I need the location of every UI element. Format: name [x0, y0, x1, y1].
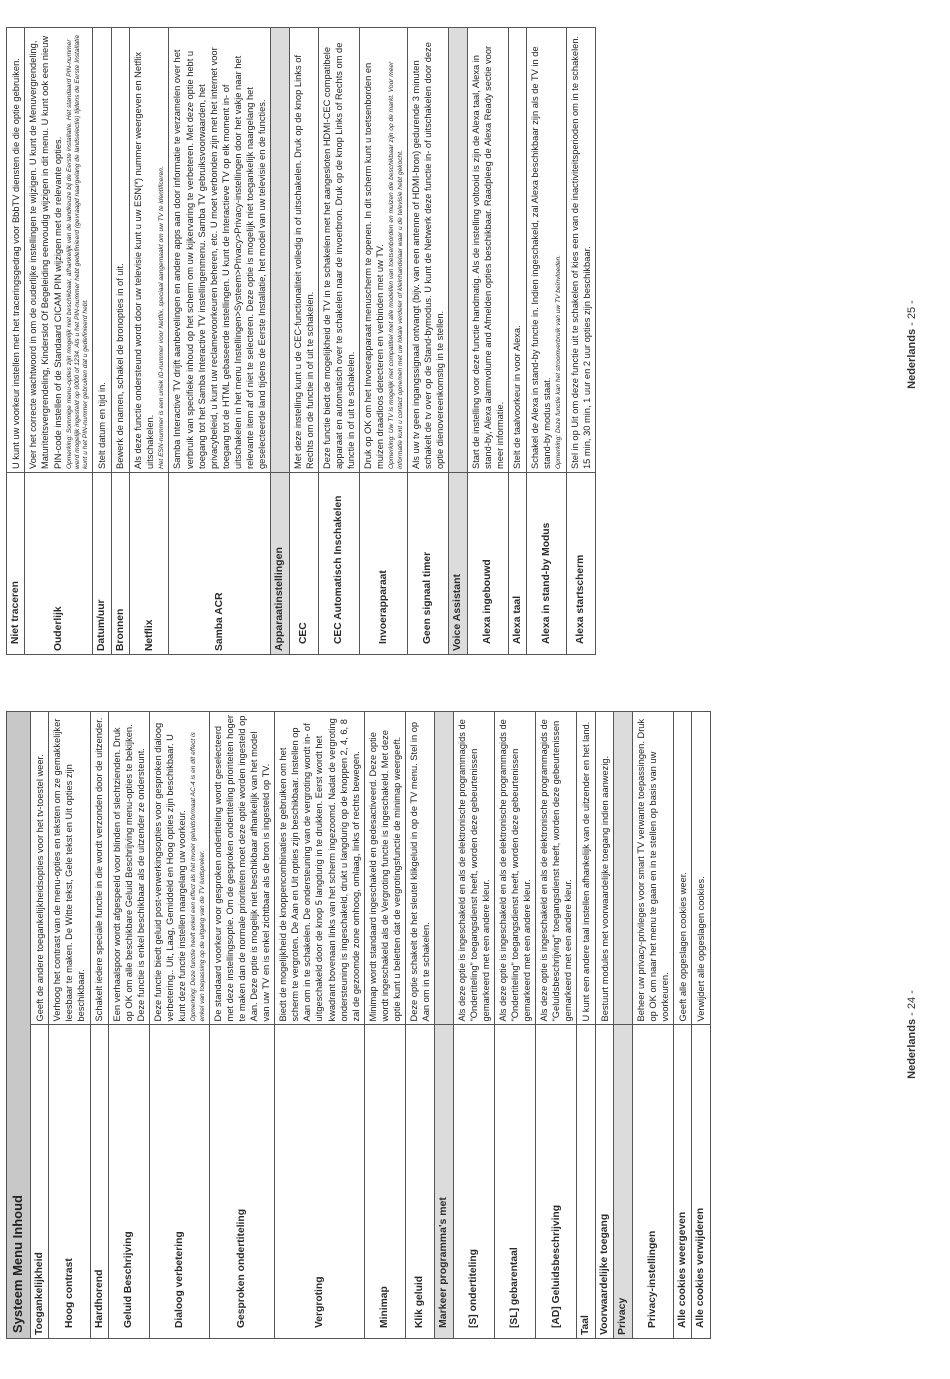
row-desc-text: Schakel de Alexa in stand-by functie in. Indien ingeschakeld, zal Alexa beschikbaar zijn als de TV in de stand-by modus staat. — [530, 46, 553, 469]
row-desc: Beheer uw privacy-privileges voor smart TV verwante toepassingen. Druk op OK om naar het menu te gaan en in te stellen op basis van uw voorkeuren. — [632, 712, 673, 1026]
row-label: Bronnen — [111, 473, 129, 655]
row-desc: Als deze optie is ingeschakeld en als de elektronische programmagids de "Ondertiteling" toegangsdienst heeft, worden deze gebeurtenissen gemarkeerd met een andere kleur. — [453, 712, 494, 1026]
row-desc-text: Druk op OK om het Invoerapparaat menuscherm te openen. In dit scherm kunt u toetsenborden en muizen draadloos detecteren en verbinden met uw TV. — [363, 62, 386, 469]
row-desc — [271, 28, 290, 473]
page-25 — [0, 0, 950, 689]
footer-page-number: - 25 - — [906, 300, 918, 326]
row-label: Datum/uur — [93, 473, 111, 655]
row-label: Privacy — [614, 1025, 633, 1339]
row-desc — [360, 28, 408, 473]
row-note: Opmerking: Deze functie kan het stroomverbruik van uw TV beïnvloeden. — [555, 254, 563, 469]
table-row — [25, 28, 93, 655]
row-desc: Deze optie schakelt de het sleutel klikgeluid in op de TV menu. Stel in op Aan om in te schakelen. — [405, 712, 434, 1026]
row-label: Ouderlijk — [25, 473, 93, 655]
page-footer — [906, 0, 918, 689]
row-label: Privacy-instellingen — [632, 1025, 673, 1339]
row-label: Dialoog verbetering — [150, 1025, 210, 1339]
row-desc: Start de instelling voor deze functie handmatig. Als de instelling voltooid is zijn de Alexa taal, Alexa in stand-by, Alexa alarmvolume and Afmelden opties beschikbaar. Raadpleeg de Alexa Ready sectie voor meer informatie. — [467, 28, 508, 473]
row-label: Alle cookies verwijderen — [692, 1025, 710, 1339]
row-desc-text: Deze functie biedt geluid post-verwerkingsopties voor gesproken dialoog verbetering.. Uit, Laag, Gemiddeld en Hoog opties zijn beschikbaar. U kunt deze functie instellen naargelang uw voorkeur. — [153, 722, 188, 1022]
row-label: Netflix — [130, 473, 169, 655]
row-label: [S] ondertiteling — [453, 1025, 494, 1339]
table-row — [508, 28, 526, 655]
row-label: Alexa startscherm — [566, 473, 595, 655]
row-desc — [25, 28, 93, 473]
row-label: Geen signaal timer — [407, 473, 448, 655]
row-label: Alexa ingebouwd — [467, 473, 508, 655]
row-desc-text: Als deze functie ondersteund wordt door uw televisie kunt u uw ESN(*) nummer weergeven en Netflix uitschakelen. — [133, 51, 156, 469]
page-24 — [0, 690, 950, 1379]
table-row — [360, 28, 408, 655]
row-desc-text: Voer het correcte wachtwoord in om de ouderlijke instellingen te wijzigen. U kunt de Menuvergrendeling, Maturiteitsvergrendeling, Kinderslot Of Begeleiding eenvoudig wijzigen in dit menu. U kunt ook een nieuw PIN-code instellen of de Standaard CICAM PIN wijzigen met de relevante opties. — [28, 35, 63, 469]
table-row — [407, 28, 448, 655]
table-row — [674, 712, 692, 1339]
row-label: Alle cookies weergeven — [674, 1025, 692, 1339]
row-label: Samba ACR — [169, 473, 271, 655]
table-row — [30, 712, 48, 1339]
table-row — [692, 712, 710, 1339]
table-row — [93, 28, 111, 655]
row-desc: Een verhaalspoor wordt afgespeeld voor blinden of slechtzienden. Druk op OK om alle beschikbare Geluid Beschrijving menu-opties te bekijken. Deze functie is enkel beschikbaar als de uitzender ze ondersteunt. — [108, 712, 149, 1026]
row-desc: Als deze optie is ingeschakeld en als de elektronische programmagids de "Ondertiteling" toegangsdienst heeft, worden deze gebeurtenissen gemarkeerd met een andere kleur. — [495, 712, 536, 1026]
row-label: Invoerapparaat — [360, 473, 408, 655]
row-desc: Verhoog het contrast van de menu-opties en teksten om ze gemakkelijker leesbaar te maken. De Witte tekst, Gele tekst en Uit opties zijn beschikbaar. — [49, 712, 90, 1026]
row-desc: Verwijdert alle opgeslagen cookies. — [692, 712, 710, 1026]
row-desc — [130, 28, 169, 473]
row-label: CEC — [289, 473, 318, 655]
table-row — [566, 28, 595, 655]
table-row — [90, 712, 108, 1339]
table-row — [495, 712, 536, 1339]
table-row — [49, 712, 90, 1339]
row-note: Het ESN-nummer is een uniek ID-nummer voor Netflix, speciaal aangemaakt om uw TV te identificeren. — [158, 166, 166, 469]
row-desc: Schakelt iedere speciale functie in die wordt verzonden door de uitzender. — [90, 712, 108, 1026]
row-desc — [150, 712, 210, 1026]
table-row — [364, 712, 405, 1339]
table-row — [209, 712, 274, 1339]
system-menu-table — [6, 711, 711, 1339]
row-label: Gesproken ondertiteling — [209, 1025, 274, 1339]
row-desc: Minimap wordt standaard ingeschakeld en gedesactiveerd. Deze optie wordt ingeschakeld als de Vergroting functie is ingeschakeld. Met deze optie kunt u beletten dat de vergrotingsfunctie de minimap weergeeft. — [364, 712, 405, 1026]
row-desc: Deze functie biedt de mogelijkheid de TV in te schakelen met het aangesloten HDMI-CEC compatibele apparaat en automatisch over te schakelen naar de invoerbron. Druk op de knop Links of Rechts om de functie in of uit te schakelen. — [318, 28, 359, 473]
table-row — [467, 28, 508, 655]
row-label: Niet traceren — [7, 473, 25, 655]
row-desc — [614, 712, 633, 1026]
table-row — [289, 28, 318, 655]
row-label: [SL] gebarentaal — [495, 1025, 536, 1339]
table-row — [536, 712, 577, 1339]
system-menu-table-continued — [6, 27, 596, 655]
row-desc: Bestuurt modules met voorwaardelijke toegang indien aanwezig. — [595, 712, 613, 1026]
footer-page-number: - 24 - — [906, 990, 918, 1016]
row-label: Voorwaardelijke toegang — [595, 1025, 613, 1339]
row-label: Hardhorend — [90, 1025, 108, 1339]
page-footer — [906, 690, 918, 1379]
row-desc: U kunt een andere taal instellen afhankelijk van de uitzender en het land. — [577, 712, 595, 1026]
row-desc: U kunt uw voorkeur instellen met het traceringsgedrag voor BbbTV diensten die die optie gebruiken. — [7, 28, 25, 473]
row-desc: De standaard voorkeur voor gesproken ondertiteling wordt geselecteerd met deze instellingsoptie. Om de gesproken ondertiteling prioriteiten hoger te maken dan de normale prioriteiten moet deze optie worden ingesteld op Aan. Deze optie is mogelijk niet beschikbaar afhankelijk van het model van uw TV en is enkel zichtbaar als de bron is ingesteld op TV. — [209, 712, 274, 1026]
table-row — [453, 712, 494, 1339]
table-row — [271, 28, 290, 655]
table-row — [448, 28, 467, 655]
row-label: Alexa in stand-by Modus — [527, 473, 566, 655]
table-row — [111, 28, 129, 655]
row-desc: Biedt de mogelijkheid de knoppencombinaties te gebruiken om het scherm te vergroten. De Aan en Uit opties zijn beschikbaar. Instellen op Aan om in te schakelen. De ondersteuning van de vergroting wordt in- of uitgeschakeld door de knop 5 langdurig in te drukken. Eerst wordt het kwadrant bovenaan links van het scherm ingezoomd. Nadat de vergroting ondersteuning is ingeschakeld, drukt u langdurig op de knoppen 2, 4, 6, 8 zal de gezoomde zone omhoog, omlaag, links of rechts bewegen. — [275, 712, 365, 1026]
row-label: Markeer programma's met — [435, 1025, 454, 1339]
table-row — [275, 712, 365, 1339]
row-label: Toegankelijkheid — [30, 1025, 48, 1339]
table-row — [595, 712, 613, 1339]
row-label: [AD] Geluidsbeschrijving — [536, 1025, 577, 1339]
row-desc: Samba Interactive TV drijft aanbevelingen en andere apps aan door informatie te verzamelen over het verbruik van specifieke inhoud op het scherm om uw kijkervaring te verbeteren. Met deze optie hebt u toegang tot het Samba Interactive TV instellingenmenu. Samba TV gebruiksvoorwaarden, het privacybeleid, u kunt uw reclamevoorkeuren beheren, etc. U moet verbonden zijn met het internet voor toegang tot de HTML gebaseerde instellingen. U kunt de Interactieve TV op elk moment in- of uitschakelen in het menu Instellingen>Systeem>Privacy>Privacy-instellingen door het vakje naar het relevante item af of niet te selecteren. Deze optie is mogelijk niet toegankelijk naargelang het geselecteerde land tijdens de Eerste Installatie, het model van uw televisie en de functies. — [169, 28, 271, 473]
row-label: Taal — [577, 1025, 595, 1339]
table-row — [527, 28, 566, 655]
row-desc: Stelt de taalvoorkeur in voor Alexa. — [508, 28, 526, 473]
row-note: Opmerking: Sommige menu-opties zijn mogelijk niet beschikbaar, afhankelijk van de landkeuze bij de Eerste installatie. Het standaard PIN-nummer werd mogelijk ingesteld op 0000 of 1234. Als u het PIN-nummer hebt gedefinieerd (gevraagd naargelang de landselectie) tijdens de Eerste Installatie kunt u het PIN-nummer gebruiken dat u gedefinieerd hebt. — [65, 34, 90, 469]
table-row — [632, 712, 673, 1339]
table-row — [577, 712, 595, 1339]
row-label: Vergroting — [275, 1025, 365, 1339]
row-desc: Met deze instelling kunt u de CEC-functionaliteit volledig in of uitschakelen. Druk op de knop Links of Rechts om de functie in of uit te schakelen. — [289, 28, 318, 473]
footer-language: Nederlands — [906, 1018, 918, 1079]
table-title: Systeem Menu Inhoud — [7, 712, 31, 1339]
table-row — [318, 28, 359, 655]
row-desc: Geeft alle opgeslagen cookies weer. — [674, 712, 692, 1026]
row-label: Klik geluid — [405, 1025, 434, 1339]
row-label: Alexa taal — [508, 473, 526, 655]
table-row — [108, 712, 149, 1339]
row-desc: Geeft de andere toegankelijkheidsopties voor het tv-toestel weer. — [30, 712, 48, 1026]
row-desc: Bewerk de namen, schakel de bronopties in of uit. — [111, 28, 129, 473]
row-desc — [435, 712, 454, 1026]
footer-language: Nederlands — [906, 328, 918, 389]
row-desc: Als uw tv geen ingangssignaal ontvangt (bijv. van een antenne of HDMI-bron) gedurende 3 minuten schakelt de tv over op de Stand-bymodus. U kunt de Netwerk deze functie in- of uitschakelen door deze optie dienovereenkomstig in te stellen. — [407, 28, 448, 473]
row-desc: Stel in op Uit om deze functie uit te schakelen of kies een van de inactiviteitsperioden om in te schakelen. 15 min, 30 min, 1 uur en 2 uur opties zijn beschikbaar. — [566, 28, 595, 473]
row-desc: Stelt datum en tijd in. — [93, 28, 111, 473]
row-label: CEC Automatisch Inschakelen — [318, 473, 359, 655]
table-row — [435, 712, 454, 1339]
table-row — [7, 28, 25, 655]
row-label: Geluid Beschrijving — [108, 1025, 149, 1339]
table-row — [405, 712, 434, 1339]
table-row — [169, 28, 271, 655]
table-row — [150, 712, 210, 1339]
row-label: Minimap — [364, 1025, 405, 1339]
row-label: Voice Assistant — [448, 473, 467, 655]
row-note: Opmerking: Deze functie heeft enkel een effect als het invoer geluidsformaat AC-4 is en dit effect is enkel van toepassing op de uitgang van de TV luidspreker. — [190, 732, 206, 1022]
row-desc — [448, 28, 467, 473]
table-row — [130, 28, 169, 655]
row-note: Opmerking: Uw TV is mogelijk niet compatibel met alle modellen van toetsenborden en muizen die beschikbaar zijn op de markt. Voor meer informatie kunt u contact opnemen met uw lokale verdeler of kleinhandelaar waar u de televisie hebt gekocht. — [388, 61, 404, 469]
table-row — [614, 712, 633, 1339]
row-label: Apparaatinstellingen — [271, 473, 290, 655]
row-desc — [527, 28, 566, 473]
row-label: Hoog contrast — [49, 1025, 90, 1339]
row-desc: Als deze optie is ingeschakeld en als de elektronische programmagids de "Geluidsbeschrijving" toegangsdienst heeft, worden deze gebeurtenissen gemarkeerd met een andere kleur. — [536, 712, 577, 1026]
